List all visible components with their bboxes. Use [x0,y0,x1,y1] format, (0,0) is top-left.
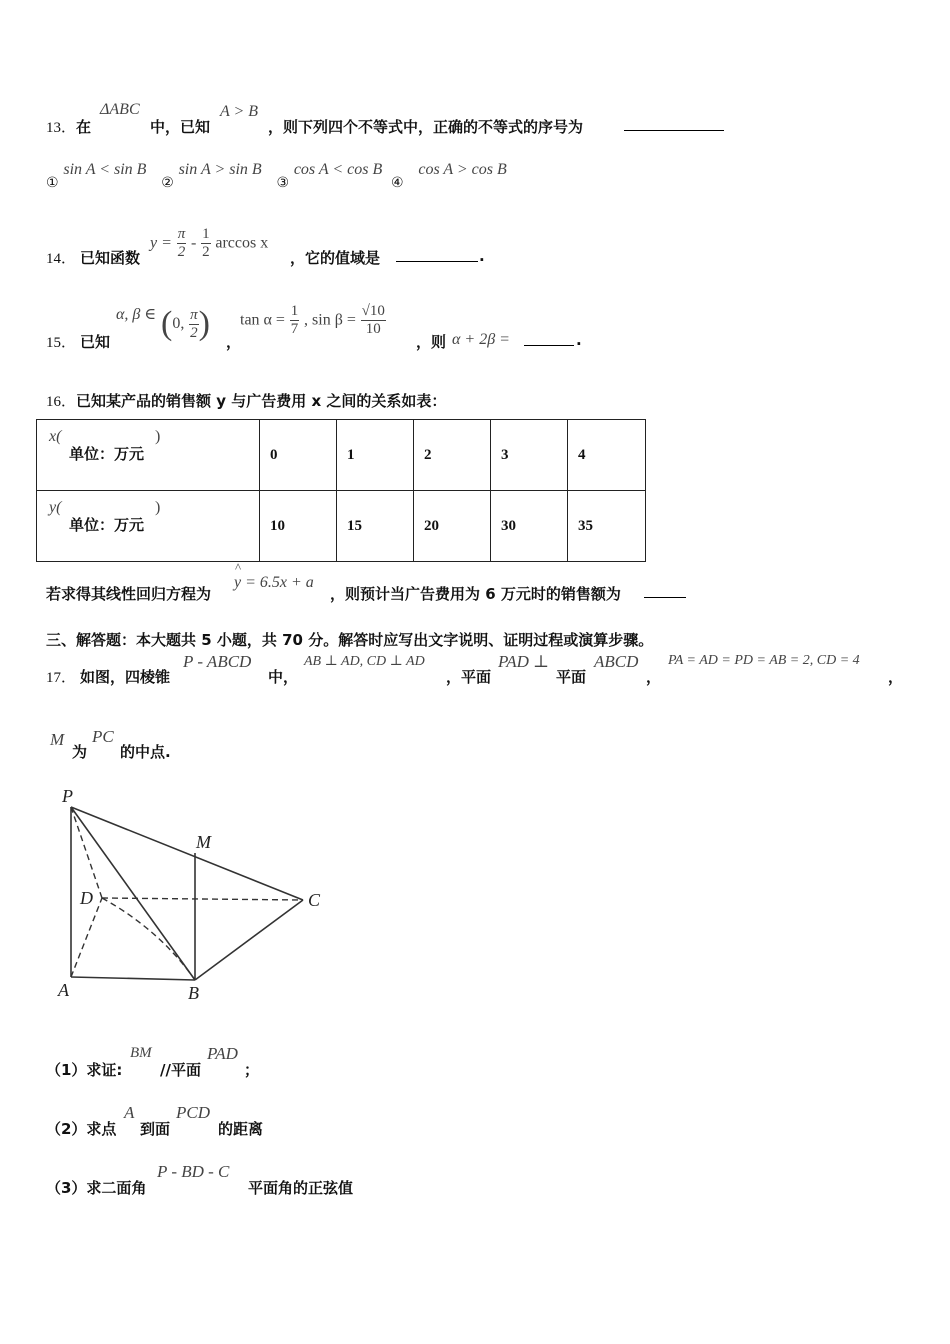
data-table [36,419,646,562]
q13-option-1-mark: ① [46,175,59,191]
q14-arccos: arccos x [215,234,269,252]
q17-mid: 中， [268,668,299,686]
part-3-m1: P - BD - C [157,1162,230,1181]
part-2-end: 的距离 [218,1120,264,1138]
q17-number: 17． [46,670,77,686]
q15-one: 1 [290,303,299,319]
edge-BC [195,900,303,980]
q14-pi-over-2 [177,226,187,261]
q13-cond: A > B [220,103,259,120]
part-2-mid: 到面 [140,1120,171,1138]
q14-number: 14． [46,251,77,267]
q15-paren-close: ) [198,305,210,342]
q15-zero: 0, [172,315,185,332]
row-y-header [37,491,260,562]
q15-pre: 已知 [80,333,111,351]
q17-pre: 如图，四棱锥 [80,668,171,686]
q16-reg-eq: y = 6.5x + a [234,574,314,591]
edge-AD [71,898,102,977]
q13-post: ，则下列四个不等式中，正确的不等式的序号为 [268,118,584,136]
q17-plane-word2: 平面 [556,668,587,686]
q14-half [201,226,211,261]
q16-after-pre: 若求得其线性回归方程为 [46,585,212,603]
q17-is: 为 [72,743,88,761]
q16-after-post: ，则预计当广告费用为 6 万元时的销售额为 [330,585,621,603]
q15-formula-2 [240,303,386,338]
q14-post: ，它的值域是 [290,249,381,267]
q17-pc: PC [92,727,114,746]
label-P: P [62,786,73,806]
label-C: C [308,890,321,910]
q17-comma2: ， [888,668,904,686]
q14-answer-blank[interactable] [396,247,478,262]
q15-number: 15． [46,335,77,351]
q15-paren-open: ( [161,305,173,342]
q17-cond1: AB ⊥ AD, CD ⊥ AD [304,654,425,669]
q17-m: M [50,730,65,749]
row-x-header [37,420,260,491]
q14-pre: 已知函数 [80,249,141,267]
row-x-close: ) [155,428,161,445]
q13-number: 13． [46,120,77,136]
q17-pad: PAD ⊥ [498,652,550,671]
q15-answer-blank[interactable] [524,331,574,346]
q16-number: 16． [46,394,77,410]
part-1-m1: BM [130,1045,152,1061]
part-2-label: （2）求点 [46,1120,117,1138]
label-B: B [188,983,199,1003]
q16-hat: ^ [235,560,242,575]
q13-option-3-expr: cos A < cos B [293,161,383,178]
q15-formula [116,305,210,343]
q15-pi-over-2 [189,307,199,342]
y-cell-1: 15 [337,491,414,562]
row-y-close: ) [155,499,161,516]
q17-pyramid: P - ABCD [183,652,252,671]
x-cell-2: 2 [414,420,491,491]
row-y-var: y( [49,499,62,516]
q14-minus: - [190,234,197,252]
q14-pi: π [177,226,186,242]
part-3-mid: 平面角的正弦值 [248,1179,354,1197]
q15-two: 2 [190,324,198,341]
q15-pi: π [190,306,198,323]
q13-options [46,160,507,191]
row-x-var: x( [49,428,62,445]
part-2-m2: PCD [176,1103,210,1122]
pyramid-figure [50,780,350,1010]
y-cell-0: 10 [260,491,337,562]
part-1-m2: PAD [207,1044,238,1063]
q16-text: 已知某产品的销售额 y 与广告费用 x 之间的关系如表： [76,392,447,410]
q17-plane-word1: ，平面 [446,668,492,686]
table-row-y [37,491,646,562]
q14-one: 1 [202,226,210,242]
q14-two: 2 [177,244,186,260]
edge-DC [102,898,303,900]
q15-sqrt10: √10 [361,303,385,319]
row-x-unit: 单位：万元 [69,445,145,463]
q13-mid: 中，已知 [150,118,211,136]
row-y-unit: 单位：万元 [69,516,145,534]
x-cell-4: 4 [568,420,646,491]
label-M: M [196,832,211,852]
q13-option-2-mark: ② [161,175,174,191]
q13-option-4-mark: ④ [391,175,404,191]
q14-y: y = [150,234,172,252]
q15-ten: 10 [365,321,381,337]
edge-PC [71,807,303,900]
q15-seven: 7 [290,321,299,337]
q13-option-4-expr: cos A > cos B [418,161,507,178]
label-A: A [58,980,69,1000]
q13-option-3-mark: ③ [276,175,290,191]
q17-midpoint: 的中点. [120,743,171,761]
q13-triangle: ΔABC [100,101,140,118]
q15-one-seventh [290,303,300,338]
part-1-end: ； [244,1061,260,1079]
section-3-heading: 三、解答题：本大题共 5 小题，共 70 分。解答时应写出文字说明、证明过程或演算步骤。 [46,631,654,649]
q17-abcd: ABCD [594,652,639,671]
q15-expr: α + 2β = [452,331,510,348]
q17-cond2: PA = AD = PD = AB = 2, CD = 4 [668,653,860,668]
q15-vars: α, β ∈ [116,306,157,323]
y-cell-3: 30 [491,491,568,562]
q14-end: . [479,247,485,265]
q16-answer-blank[interactable] [644,583,686,598]
q15-sqrt10-over-10 [361,303,386,338]
part-2-m1: A [124,1103,135,1122]
part-1-mid: //平面 [160,1061,201,1079]
q13-pre: 在 [76,118,92,136]
label-D: D [80,888,93,908]
table-row-x [37,420,646,491]
q13-line [46,116,91,137]
q16-line [46,390,446,411]
q17-comma: ， [646,668,662,686]
q14-formula [150,226,268,261]
q15-tan: tan α = [240,311,285,329]
y-cell-4: 35 [568,491,646,562]
x-cell-3: 3 [491,420,568,491]
part-1-label: （1）求证: [46,1061,123,1079]
part-3-label: （3）求二面角 [46,1179,147,1197]
x-cell-1: 1 [337,420,414,491]
q15-then: ，则 [416,333,447,351]
q14-two-b: 2 [202,244,210,260]
q13-answer-blank[interactable] [624,116,724,131]
y-cell-2: 20 [414,491,491,562]
q13-option-2-expr: sin A > sin B [178,161,262,178]
edge-PD [71,807,102,898]
q15-sin: , sin β = [304,311,356,329]
q13-option-1-expr: sin A < sin B [63,161,147,178]
q15-comma: ， [226,333,242,351]
edge-AB [71,977,195,980]
q15-end: . [576,331,582,349]
edge-DB [102,898,195,980]
x-cell-0: 0 [260,420,337,491]
